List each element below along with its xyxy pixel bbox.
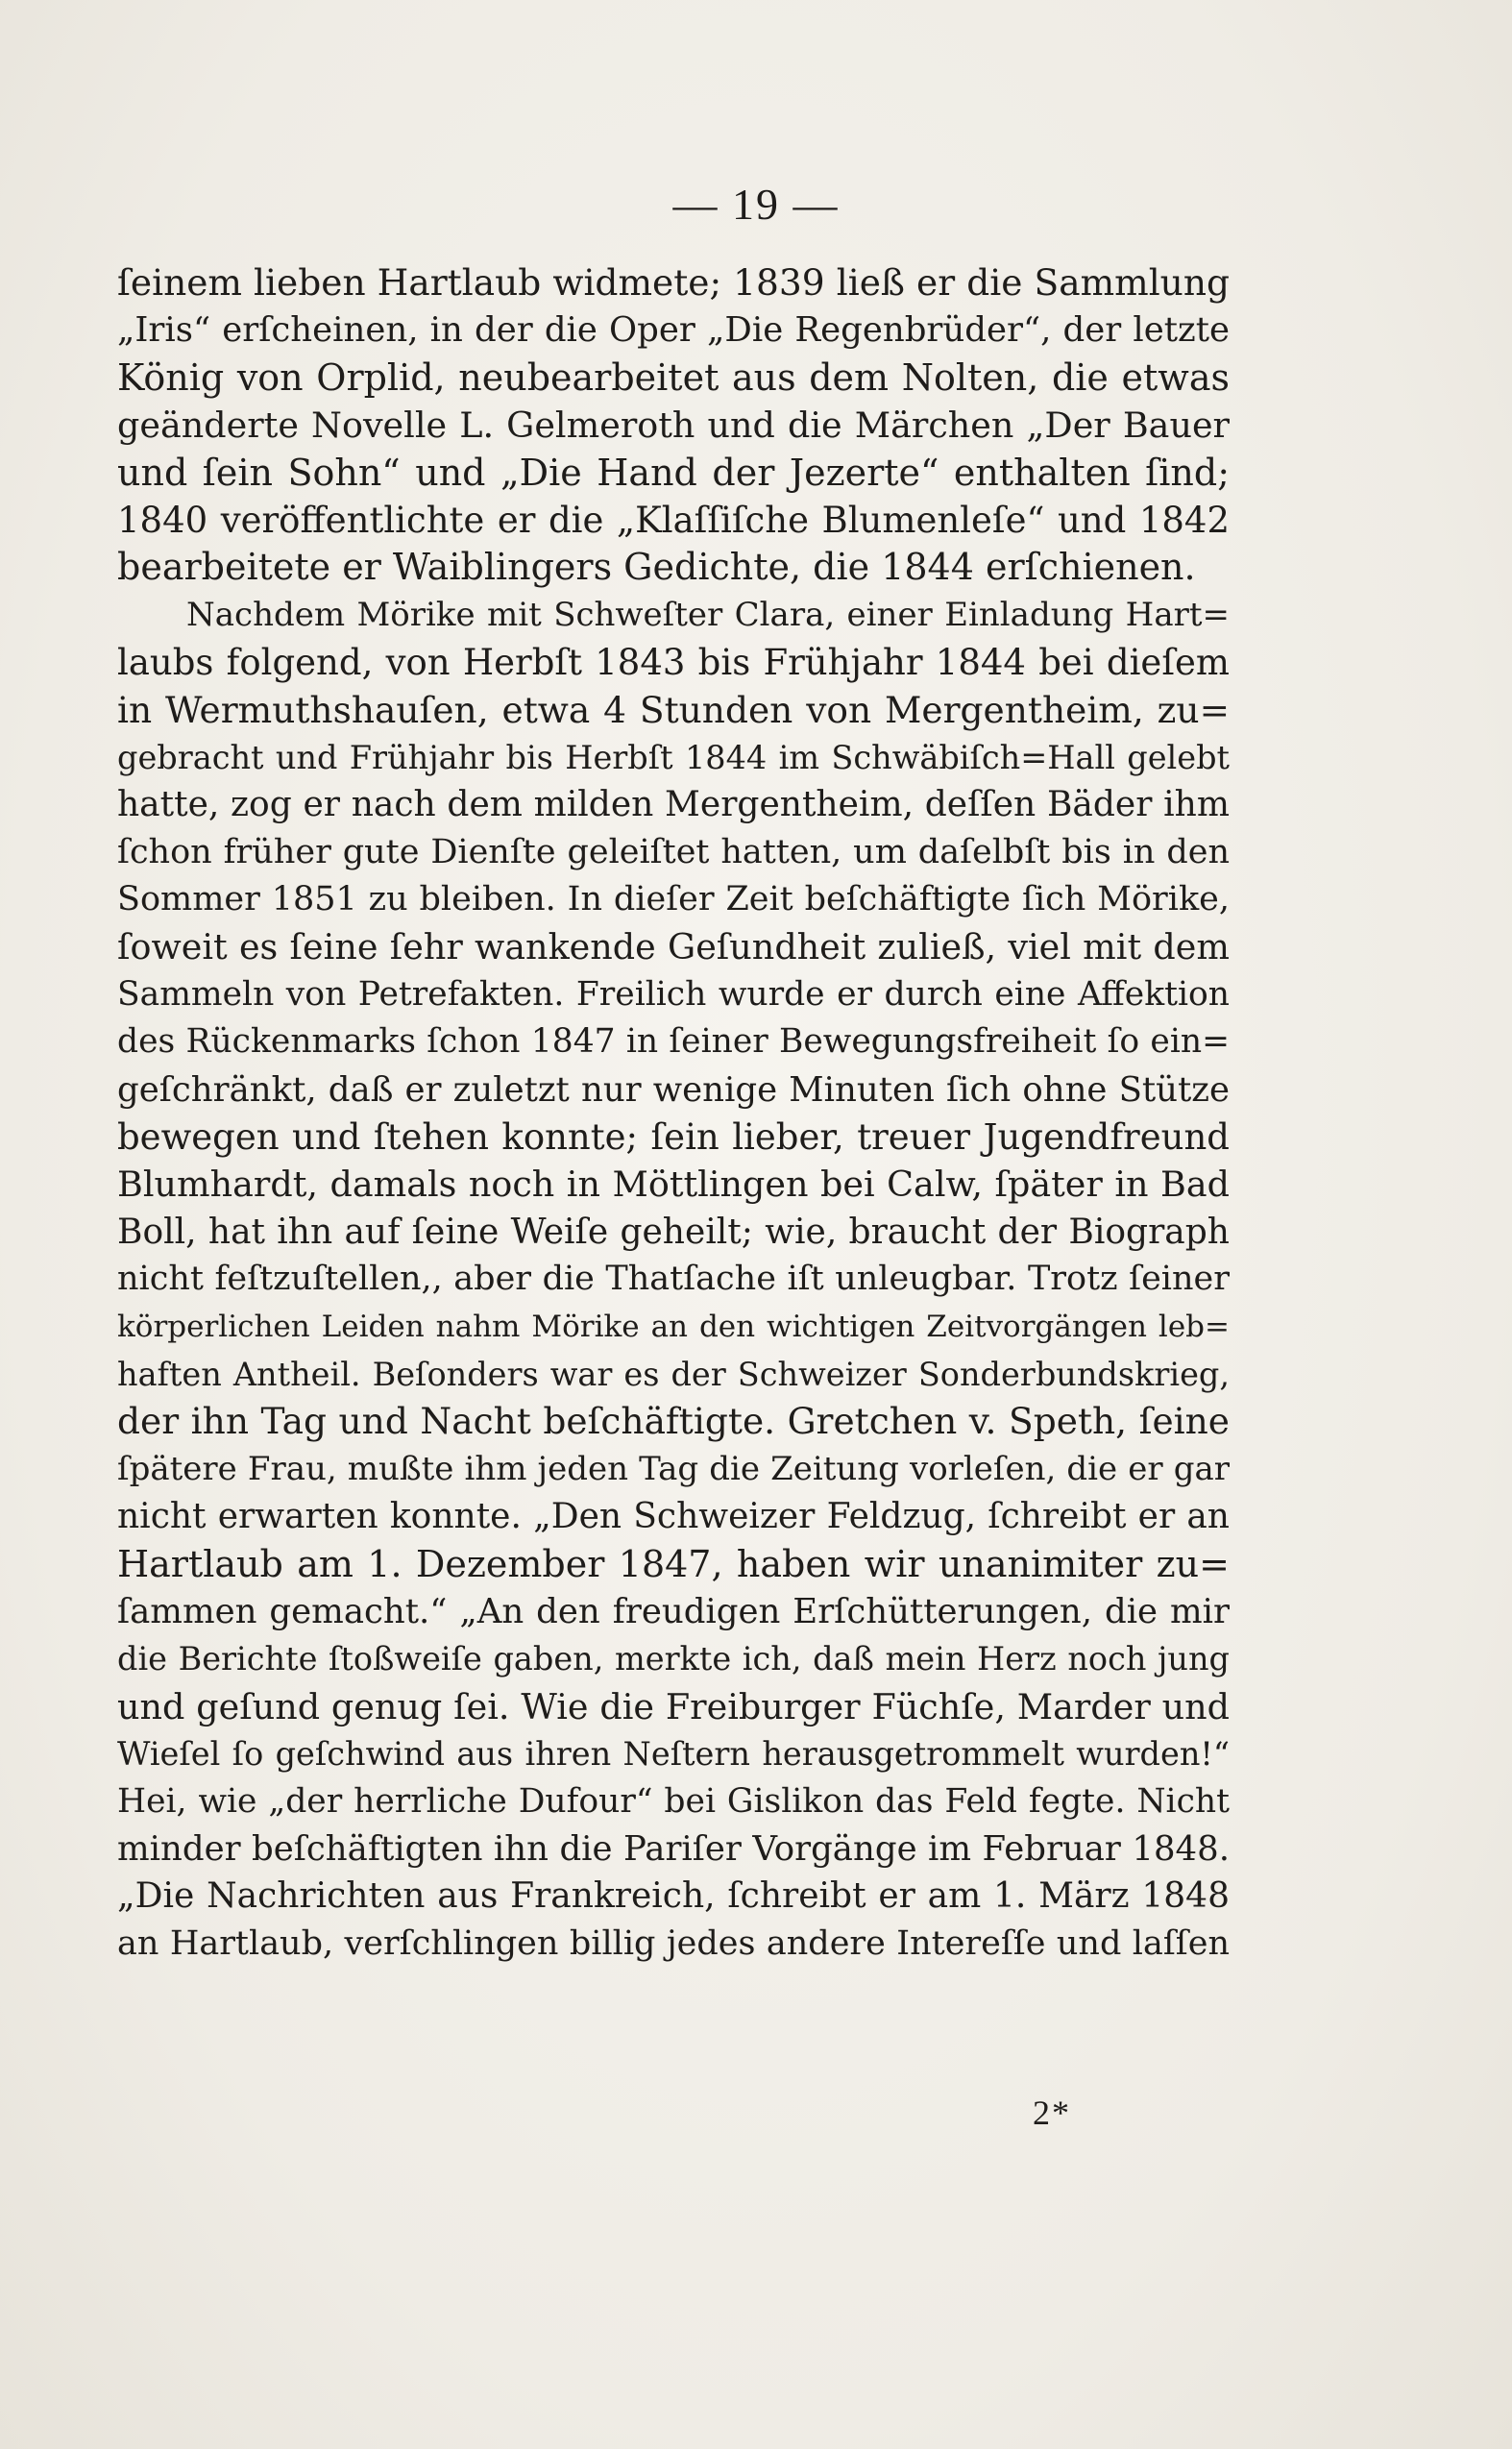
text-line: minder beſchäftigten ihn die Pariſer Vorgänge im Februar 1848. [117,1828,1230,1869]
text-line: geänderte Novelle L. Gelmeroth und die Märchen „Der Bauer [117,404,1230,447]
text-line: Blumhardt, damals noch in Möttlingen bei Calw, ſpäter in Bad [117,1163,1230,1206]
text-line: Hartlaub am 1. Dezember 1847, haben wir unanimiter zu= [117,1542,1230,1585]
text-line: und geſund genug ſei. Wie die Freiburger Füchſe, Marder und [117,1685,1230,1727]
signature-mark: 2* [1033,2094,1071,2132]
text-line: die Berichte ſtoßweiſe gaben, merkte ich, daß mein Herz noch jung [117,1640,1230,1678]
text-line: haften Antheil. Beſonders war es der Schweizer Sonderbundskrieg, [117,1355,1230,1393]
text-line: Sommer 1851 zu bleiben. In dieſer Zeit beſchäftigte ſich Mörike, [117,880,1230,919]
text-line: laubs folgend, von Herbſt 1843 bis Frühjahr 1844 bei dieſem [117,642,1230,684]
text-line: des Rückenmarks ſchon 1847 in ſeiner Bewegungsfreiheit ſo ein= [117,1022,1230,1062]
text-line: ſeinem lieben Hartlaub widmete; 1839 ließ er die Sammlung [117,261,1230,304]
text-line: in Wermuthshauſen, etwa 4 Stunden von Mergentheim, zu= [117,688,1230,731]
text-line: Sammeln von Petrefakten. Freilich wurde er durch eine Affektion [117,974,1230,1014]
text-line: Nachdem Mörike mit Schweſter Clara, einer Einladung Hart= [186,595,1230,634]
text-line: „Die Nachrichten aus Frankreich, ſchreibt er am 1. März 1848 [117,1876,1230,1917]
text-line: nicht feſtzuſtellen,, aber die Thatſache iſt unleugbar. Trotz ſeiner [117,1260,1230,1299]
text-line: Boll, hat ihn auf ſeine Weiſe geheilt; wie, braucht der Biograph [117,1212,1230,1252]
text-line: körperlichen Leiden nahm Mörike an den wichtigen Zeitvorgängen leb= [117,1309,1230,1344]
text-line: ſpätere Frau, mußte ihm jeden Tag die Zeitung vorleſen, die er gar [117,1449,1230,1488]
text-line: der ihn Tag und Nacht beſchäftigte. Gretchen v. Speth, ſeine [117,1400,1230,1443]
text-line: an Hartlaub, verſchlingen billig jedes andere Intereſſe und laſſen [117,1923,1230,1963]
text-line: geſchränkt, daß er zuletzt nur wenige Minuten ſich ohne Stütze [117,1069,1230,1110]
text-line: ſoweit es ſeine ſehr wankende Geſundheit zuließ, viel mit dem [117,926,1230,968]
text-line: gebracht und Frühjahr bis Herbſt 1844 im Schwäbiſch=Hall gelebt [117,738,1230,776]
text-line: „Iris“ erſcheinen, in der die Oper „Die Regenbrüder“, der letzte [117,310,1230,351]
text-line: Wieſel ſo geſchwind aus ihren Neſtern herausgetrommelt wurden!“ [117,1735,1230,1774]
text-line: 1840 veröffentlichte er die „Klaſſiſche Blumenleſe“ und 1842 [117,499,1230,541]
text-line: hatte, zog er nach dem milden Mergentheim, deſſen Bäder ihm [117,785,1230,825]
text-line: ſchon früher gute Dienſte geleiſtet hatten, um daſelbſt bis in den [117,832,1230,871]
text-line: König von Orplid, neubearbeitet aus dem Nolten, die etwas [117,355,1230,399]
page-number: — 19 — [672,180,840,229]
text-line: bearbeitete er Waiblingers Gedichte, die 1844 erſchienen. [117,546,1196,589]
text-line: und ſein Sohn“ und „Die Hand der Jezerte“ enthalten ſind; [117,451,1230,494]
text-line: nicht erwarten konnte. „Den Schweizer Feldzug, ſchreibt er an [117,1497,1230,1537]
body-text [117,259,1230,1968]
text-line: bewegen und ſtehen konnte; ſein lieber, treuer Jugendfreund [117,1116,1230,1159]
text-line: ſammen gemacht.“ „An den freudigen Erſchütterungen, die mir [117,1591,1230,1631]
text-line: Hei, wie „der herrliche Dufour“ bei Gislikon das Feld fegte. Nicht [117,1781,1230,1821]
